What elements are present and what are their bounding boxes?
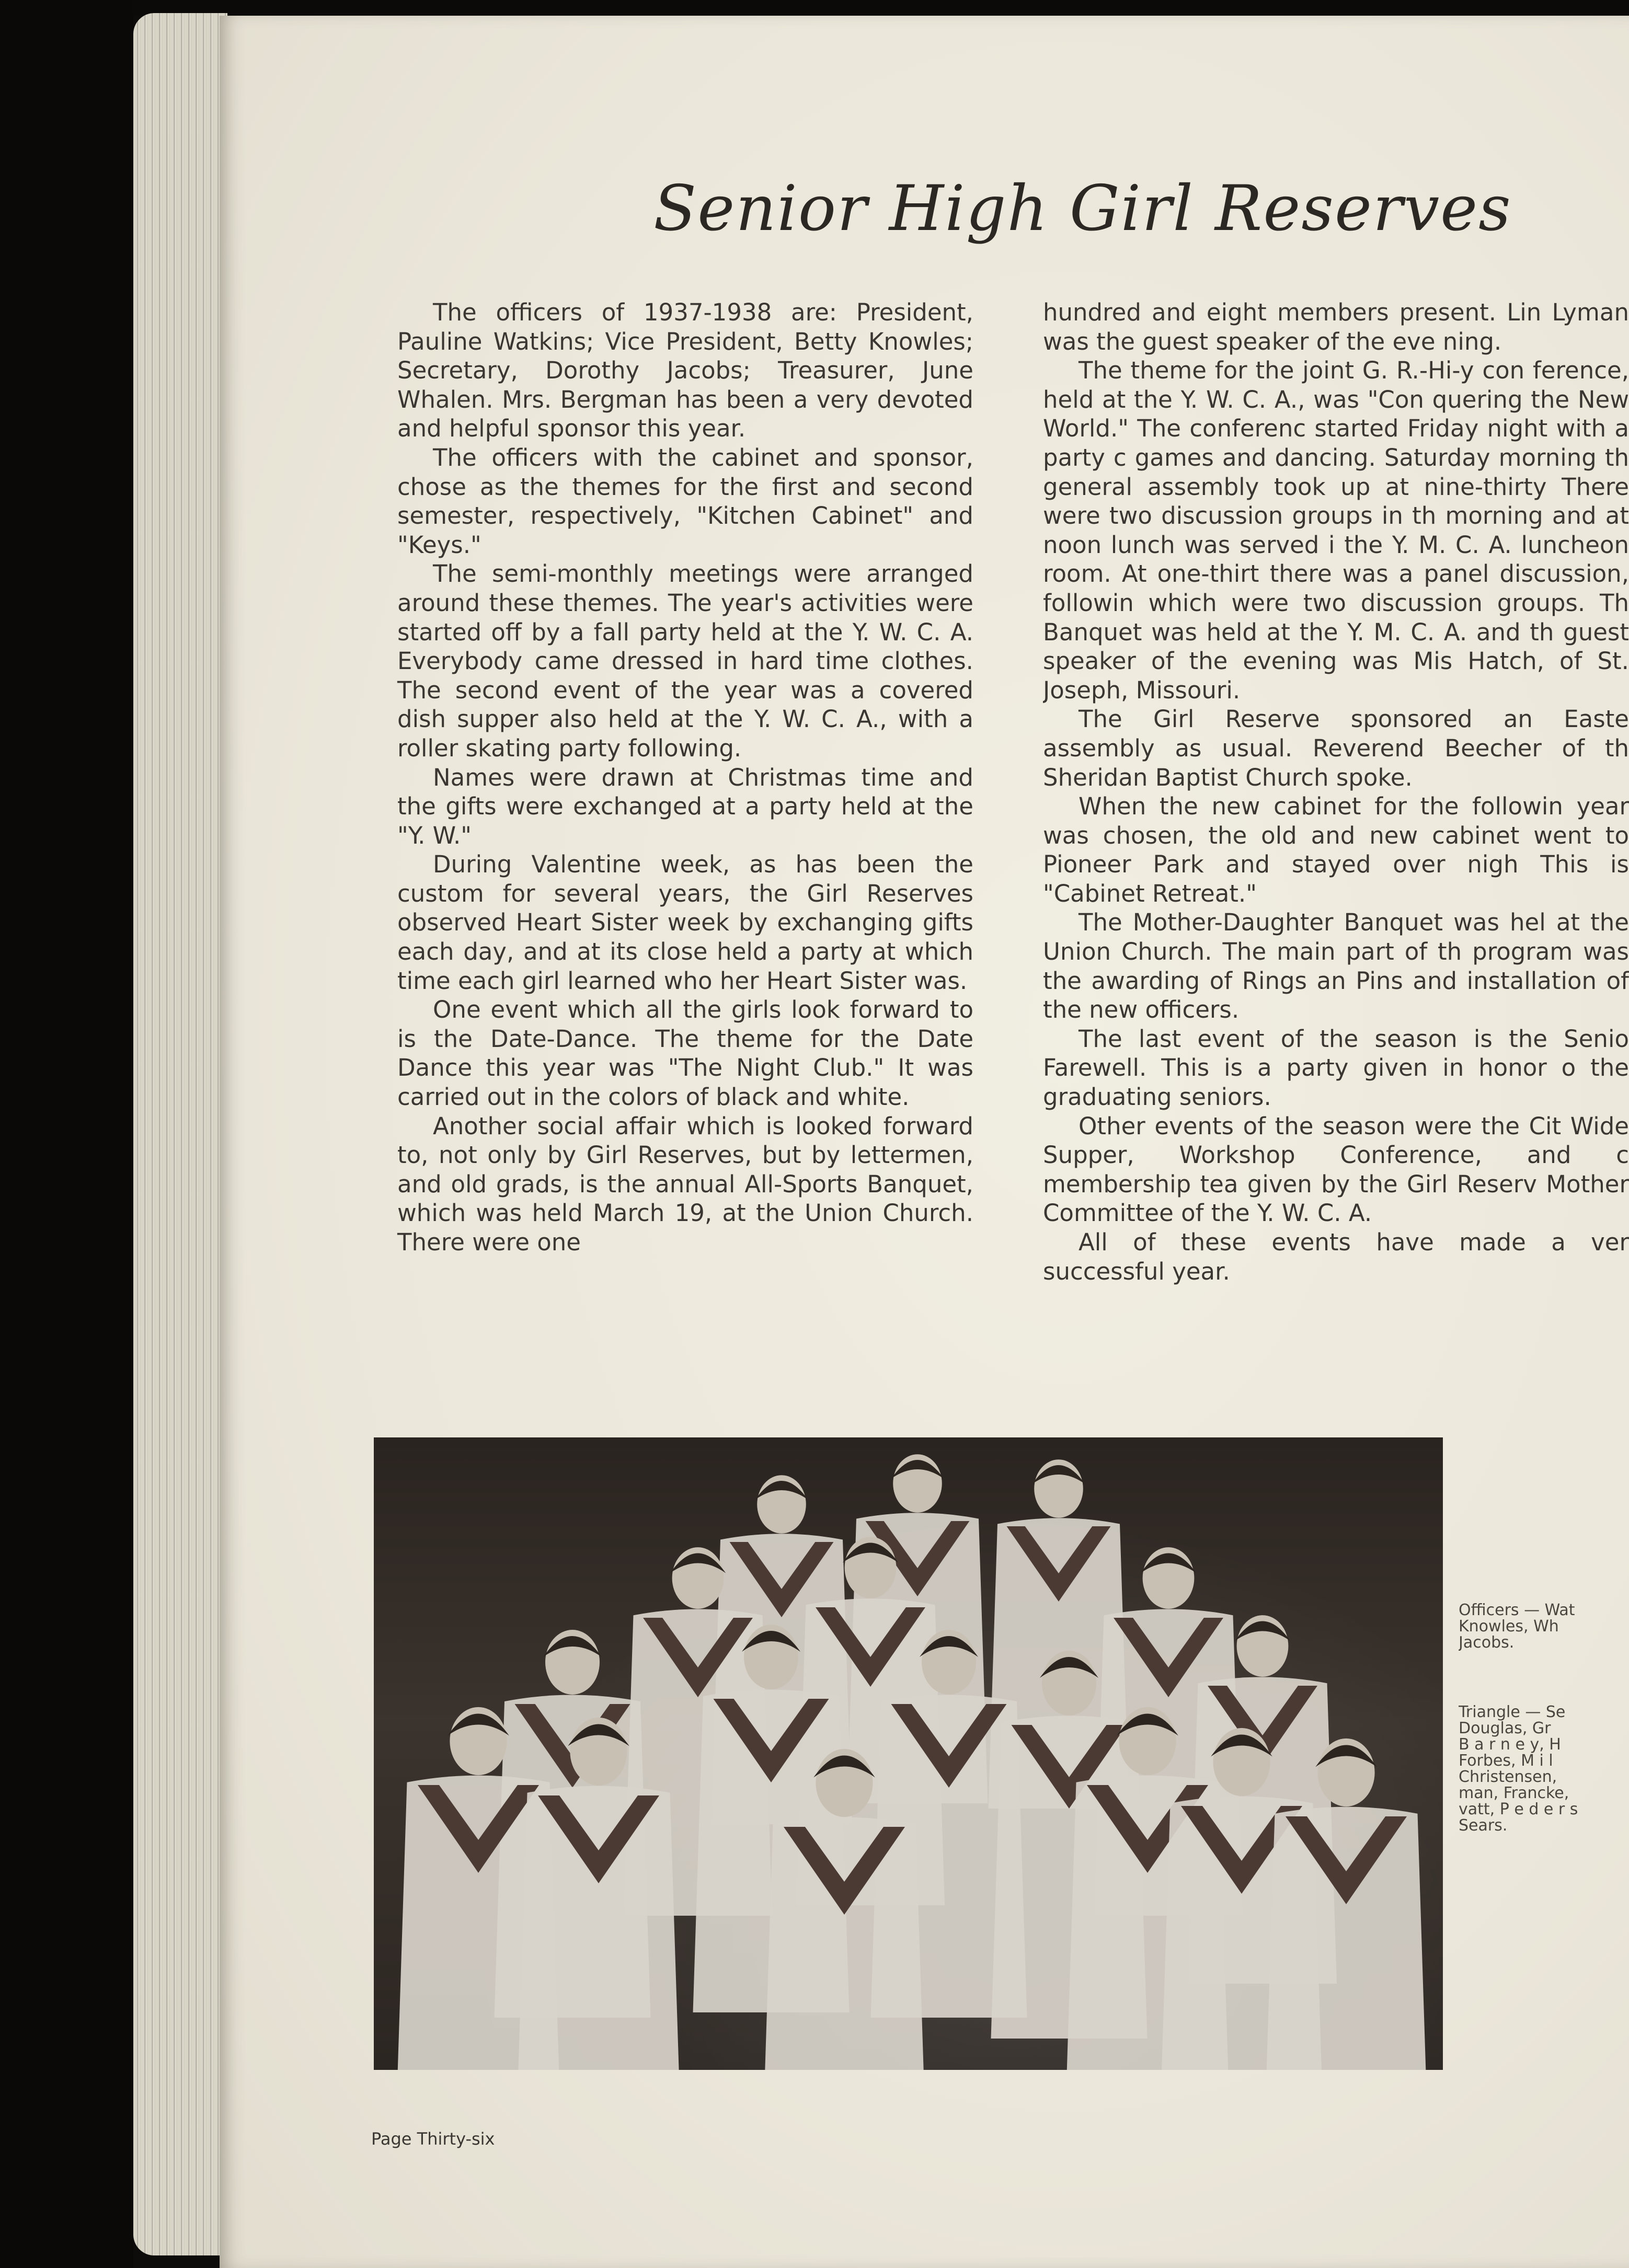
group-photo-figures: [374, 1437, 1443, 2070]
paragraph: The officers of 1937-1938 are: President, Pauline Watkins; Vice President, Betty Knowles; Secretary, Dorothy Jacobs; Treasurer, June Whalen. Mrs. Bergman has been a very devoted and helpful sponsor this year.: [397, 298, 973, 443]
book-page-edges: [133, 13, 227, 2255]
caption-triangle: Triangle — Se Douglas, Gr B a r n e y, H Forbes, M i l Christensen, man, Francke, vatt, P e d e r s Sears.: [1459, 1704, 1578, 1834]
paragraph: The semi-monthly meetings were arranged around these themes. The year's activities were started off by a fall party held at the Y. W. C. A. Everybody came dressed in hard time clothes. The second event of the year was a covered dish supper also held at the Y. W. C. A., with a roller skating party following.: [397, 560, 973, 762]
article-right-column: [1043, 298, 1629, 1385]
group-photo: [374, 1437, 1443, 2070]
paragraph: During Valentine week, as has been the custom for several years, the Girl Reserves observed Heart Sister week by exchanging gifts each day, and at its close held a party at which time each girl learned who her Heart Sister was.: [397, 850, 973, 995]
page-title: Senior High Girl Reserves: [653, 172, 1512, 245]
article-left-column: [397, 298, 973, 1257]
paragraph: The last event of the season is the Senio Farewell. This is a party given in honor o the graduating seniors.: [1043, 1024, 1629, 1111]
paragraph: The officers with the cabinet and sponsor, chose as the themes for the first and second semester, respectively, "Kitchen Cabinet" and "Keys.": [397, 443, 973, 559]
caption-officers: Officers — Wat Knowles, Wh Jacobs.: [1459, 1602, 1575, 1651]
paragraph: Another social affair which is looked forward to, not only by Girl Reserves, but by lettermen, and old grads, is the annual All-Sports Banquet, which was held March 19, at the Union Church. There were one: [397, 1112, 973, 1256]
paragraph: Names were drawn at Christmas time and the gifts were exchanged at a party held at the "Y. W.": [397, 763, 973, 849]
paragraph: When the new cabinet for the followin year was chosen, the old and new cabinet went to Pioneer Park and stayed over nigh This is "Cabinet Retreat.": [1043, 792, 1629, 907]
paragraph: The theme for the joint G. R.-Hi-y con ference, held at the Y. W. C. A., was "Con quering the New World." The conferenc started Friday night with a party c games and dancing. Saturday morning th general assembly took up at nine-thirty There were two discussion groups in th morning and at noon lunch was served i the Y. M. C. A. luncheon room. At one-thirt there was a panel discussion, followin which were two discussion groups. Th Banquet was held at the Y. M. C. A. and th guest speaker of the evening was Mis Hatch, of St. Joseph, Missouri.: [1043, 356, 1629, 704]
paragraph: All of these events have made a ver successful year.: [1043, 1228, 1629, 1285]
paragraph: Other events of the season were the Cit Wide Supper, Workshop Conference, and c membership tea given by the Girl Reserv Mother Committee of the Y. W. C. A.: [1043, 1112, 1629, 1227]
scan-border-top: [0, 0, 1629, 16]
paragraph: The Girl Reserve sponsored an Easte assembly as usual. Reverend Beecher of th Sheridan Baptist Church spoke.: [1043, 705, 1629, 791]
paragraph: The Mother-Daughter Banquet was hel at the Union Church. The main part of th program was the awarding of Rings an Pins and installation of the new officers.: [1043, 908, 1629, 1024]
paragraph: hundred and eight members present. Lin Lyman was the guest speaker of the eve ning.: [1043, 298, 1629, 355]
scan-border-left: [0, 0, 133, 2268]
page-number: Page Thirty-six: [371, 2129, 495, 2149]
paragraph: One event which all the girls look forward to is the Date-Dance. The theme for the Date Dance this year was "The Night Club." It was carried out in the colors of black and white.: [397, 996, 973, 1111]
